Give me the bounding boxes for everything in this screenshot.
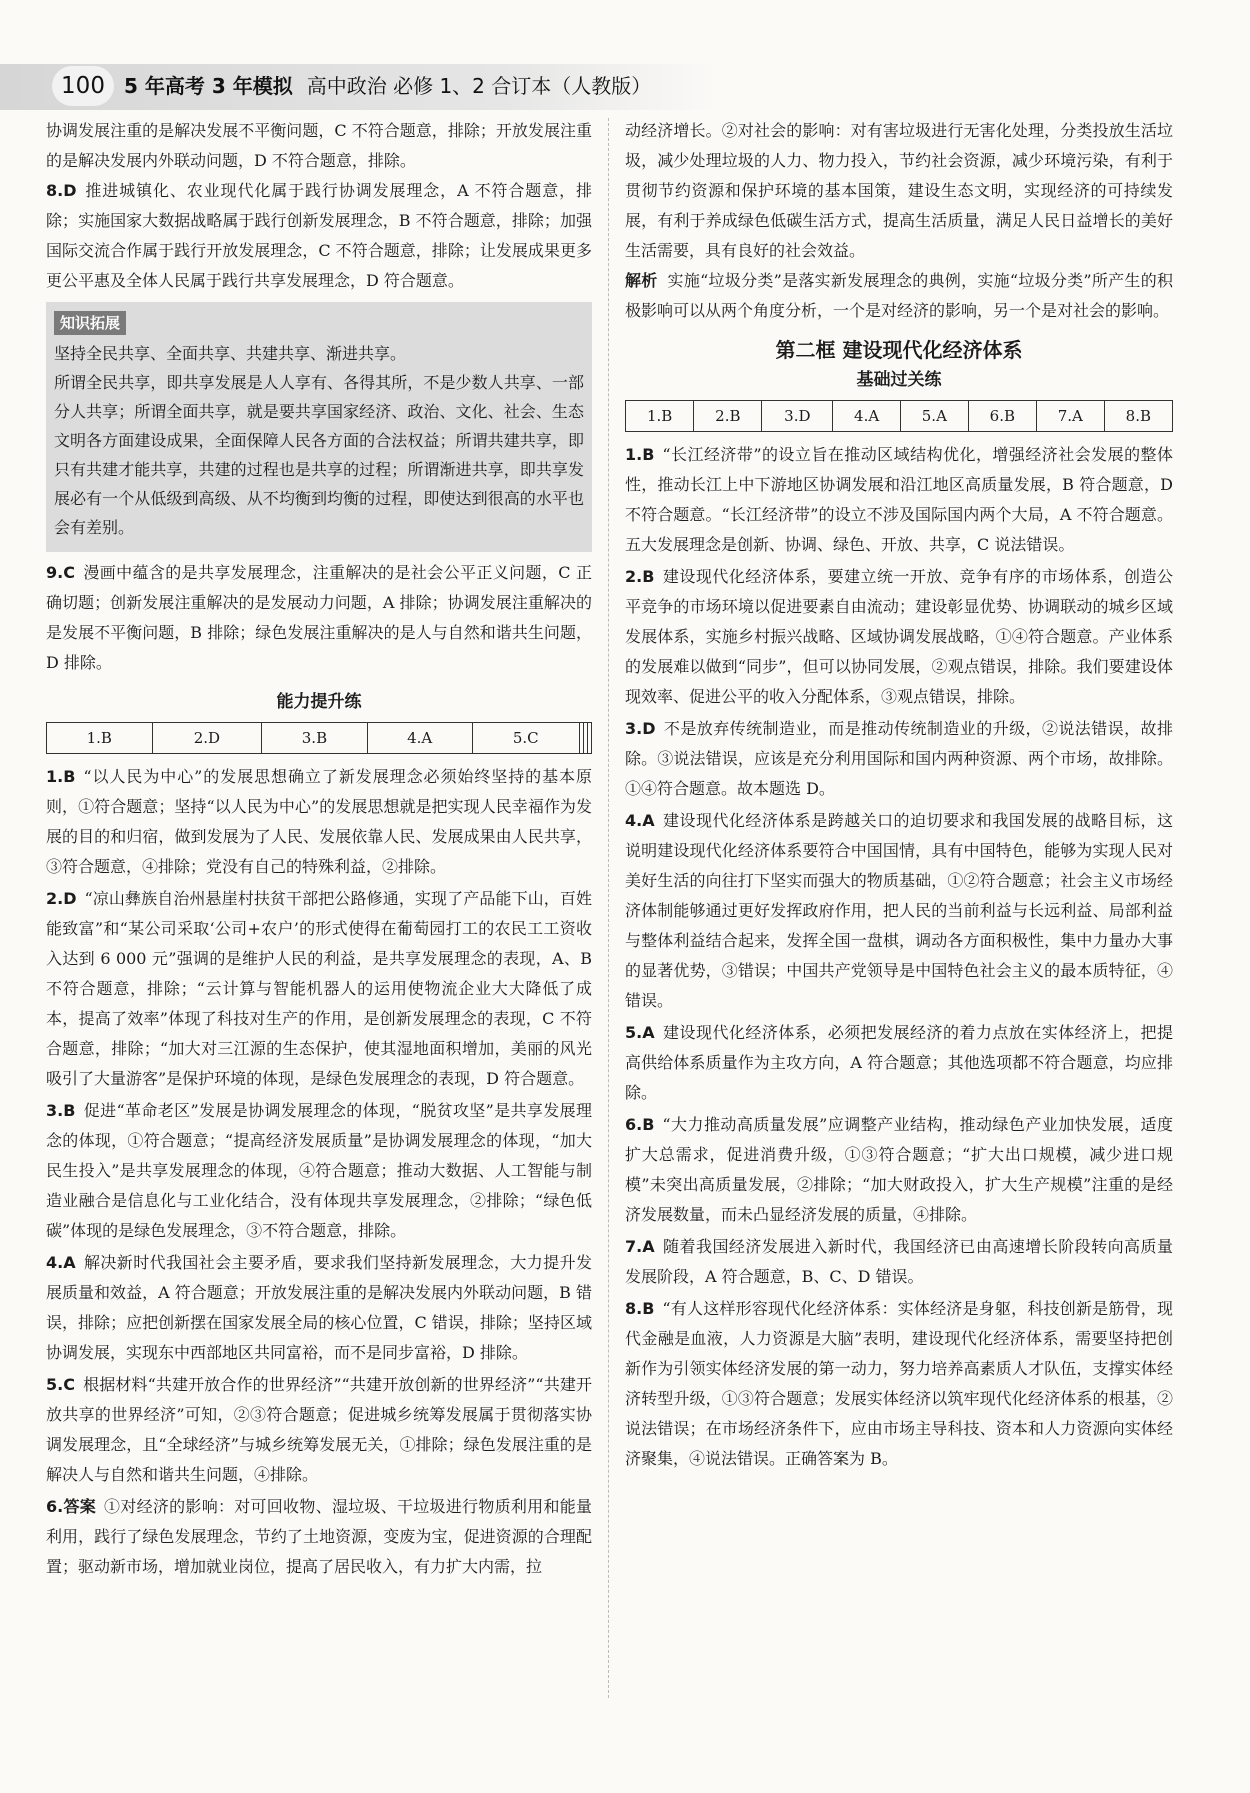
list-item [625, 714, 1173, 804]
item-text: 推进城镇化、农业现代化属于践行协调发展理念，A 不符合题意，排除；实施国家大数据战略属于践行创新发展理念，B 不符合题意，排除；加强国际交流合作属于践行开放发展理念，C 不符合题意，排除；让发展成果更多更公平惠及全体人民属于践行共享发展理念，D 符合题意。 [46, 181, 592, 290]
book-title-main: 5 年高考 3 年模拟 [124, 74, 293, 98]
list-item [625, 1232, 1173, 1292]
answer-cell: 2.B [694, 401, 762, 432]
left-column [46, 116, 592, 1584]
answer-cell: 3.D [762, 401, 833, 432]
item-number: 6.答案 [46, 1497, 97, 1516]
list-item [625, 1294, 1173, 1474]
section-title: 基础过关练 [856, 370, 942, 390]
chapter-title: 第二框 建设现代化经济体系 [775, 338, 1023, 362]
analysis-label: 解析 [625, 271, 658, 290]
list-item [625, 562, 1173, 712]
right-continuation: 动经济增长。②对社会的影响：对有害垃圾进行无害化处理，分类投放生活垃圾，减少处理垃圾的人力、物力投入，节约社会资源，减少环境污染，有利于贯彻节约资源和保护环境的基本国策，建设生态文明，实现经济的可持续发展，有利于养成绿色低碳生活方式，提高生活质量，满足人民日益增长的美好生活需要，具有良好的社会效益。 [625, 121, 1173, 260]
answer-table [625, 400, 1173, 432]
item-text: 不是放弃传统制造业，而是推动传统制造业的升级，②说法错误，故排除。③说法错误，应该是充分利用国际和国内两种资源、两个市场，故排除。①④符合题意。故本题选 D。 [625, 719, 1173, 798]
item-text: ①对经济的影响：对可回收物、湿垃圾、干垃圾进行物质利用和能量利用，践行了绿色发展理念，节约了土地资源，变废为宝，促进资源的合理配置；驱动新市场，增加就业岗位，提高了居民收入，有力扩大内需，拉 [46, 1497, 592, 1576]
answer-cell: 4.A [833, 401, 901, 432]
item-text: 随着我国经济发展进入新时代，我国经济已由高速增长阶段转向高质量发展阶段，A 符合题意，B、C、D 错误。 [625, 1237, 1173, 1286]
item-number: 2.D [46, 889, 77, 908]
item-text: “长江经济带”的设立旨在推动区域结构优化，增强经济社会发展的整体性，推动长江上中下游地区协调发展和沿江地区高质量发展，B 符合题意，D 不符合题意。“长江经济带”的设立不涉及国际国内两个大局，A 不符合题意。五大发展理念是创新、协调、绿色、开放、共享，C 说法错误。 [625, 445, 1173, 554]
answer-cell [587, 723, 591, 754]
column-divider [608, 118, 609, 1698]
knowledge-box-title: 知识拓展 [54, 311, 126, 335]
item-text: “有人这样形容现代化经济体系：实体经济是身躯，科技创新是筋骨，现代金融是血液，人力资源是大脑”表明，建设现代化经济体系，需要坚持把创新作为引领实体经济发展的第一动力，努力培养高素质人才队伍，支撑实体经济转型升级，①③符合题意；发展实体经济以筑牢现代化经济体系的根基，②说法错误；在市场经济条件下，应由市场主导科技、资本和人力资源向实体经济聚集，④说法错误。正确答案为 B。 [625, 1299, 1173, 1468]
answer-cell: 3.B [262, 723, 368, 754]
list-item [625, 1018, 1173, 1108]
answer-cell: 4.A [367, 723, 472, 754]
item-number: 4.A [625, 811, 655, 830]
list-item [46, 1096, 592, 1246]
item-number: 8.B [625, 1299, 655, 1318]
item-text: 促进“革命老区”发展是协调发展理念的体现，“脱贫攻坚”是共享发展理念的体现，①符合题意；“提高经济发展质量”是协调发展理念的体现，“加大民生投入”是共享发展理念的体现，④符合题意；推动大数据、人工智能与制造业融合是信息化与工业化结合，没有体现共享发展理念，②排除；“绿色低碳”体现的是绿色发展理念，③不符合题意，排除。 [46, 1101, 592, 1240]
left-intro: 协调发展注重的是解决发展不平衡问题，C 不符合题意，排除；开放发展注重的是解决发展内外联动问题，D 不符合题意，排除。 [46, 121, 592, 170]
answer-cell: 6.B [968, 401, 1036, 432]
list-item [46, 1492, 592, 1582]
item-number: 9.C [46, 563, 75, 582]
item-text: 建设现代化经济体系，必须把发展经济的着力点放在实体经济上，把提高供给体系质量作为主攻方向，A 符合题意；其他选项都不符合题意，均应排除。 [625, 1023, 1173, 1102]
answer-cell: 1.B [47, 723, 153, 754]
item-number: 4.A [46, 1253, 76, 1272]
answer-cell: 1.B [626, 401, 694, 432]
answer-cell: 5.C [472, 723, 579, 754]
left-q8 [46, 176, 592, 296]
list-item [46, 762, 592, 882]
list-item [46, 1370, 592, 1490]
analysis [625, 266, 1173, 326]
knowledge-body: 所谓全民共享，即共享发展是人人享有、各得其所，不是少数人共享、一部分人共享；所谓全面共享，就是要共享国家经济、政治、文化、社会、生态文明各方面建设成果，全面保障人民各方面的合法权益；所谓共建共享，即只有共建才能共享，共建的过程也是共享的过程；所谓渐进共享，即共享发展必有一个从低级到高级、从不均衡到均衡的过程，即使达到很高的水平也会有差别。 [54, 373, 584, 537]
item-number: 7.A [625, 1237, 655, 1256]
item-number: 6.B [625, 1115, 655, 1134]
book-subtitle: 高中政治 必修 1、2 合订本（人教版） [306, 74, 652, 98]
item-text: 解决新时代我国社会主要矛盾，要求我们坚持新发展理念，大力提升发展质量和效益，A 符合题意；开放发展注重的是解决发展内外联动问题，B 错误，排除；应把创新摆在国家发展全局的核心位置，C 错误，排除；坚持区域协调发展，实现东中西部地区共同富裕，而不是同步富裕，D 排除。 [46, 1253, 592, 1362]
item-text: 根据材料“共建开放合作的世界经济”“共建开放创新的世界经济”“共建开放共享的世界经济”可知，②③符合题意；促进城乡统筹发展属于贯彻落实协调发展理念，且“全球经济”与城乡统筹发展无关，①排除；绿色发展注重的是解决人与自然和谐共生问题，④排除。 [46, 1375, 592, 1484]
analysis-text: 实施“垃圾分类”是落实新发展理念的典例，实施“垃圾分类”所产生的积极影响可以从两个角度分析，一个是对经济的影响，另一个是对社会的影响。 [625, 271, 1173, 320]
item-number: 1.B [625, 445, 655, 464]
knowledge-box [46, 302, 592, 552]
item-text: “大力推动高质量发展”应调整产业结构，推动绿色产业加快发展，适度扩大总需求，促进消费升级，①③符合题意；“扩大出口规模，减少进口规模”未突出高质量发展，②排除；“加大财政投入，扩大生产规模”注重的是经济发展数量，而未凸显经济发展的质量，④排除。 [625, 1115, 1173, 1224]
answer-table [46, 722, 592, 754]
list-item [625, 1110, 1173, 1230]
knowledge-line: 坚持全民共享、全面共享、共建共享、渐进共享。 [54, 344, 407, 363]
list-item [625, 440, 1173, 560]
item-text: “凉山彝族自治州悬崖村扶贫干部把公路修通，实现了产品能下山，百姓能致富”和“某公司采取‘公司+农户’的形式使得在葡萄园打工的农民工工资收入达到 6 000 元”强调的是维护人民的利益，是共享发展理念的表现，A、B 不符合题意，排除；“云计算与智能机器人的运用使物流企业大大降低了成本，提高了效率”体现了科技对生产的作用，是创新发展理念的表现，C 不符合题意，排除；“加大对三江源的生态保护，使其湿地面积增加，美丽的风光吸引了大量游客”是保护环境的体现，是绿色发展理念的表现，D 符合题意。 [46, 889, 592, 1088]
item-number: 5.A [625, 1023, 655, 1042]
item-text: “以人民为中心”的发展思想确立了新发展理念必须始终坚持的基本原则，①符合题意；坚持“以人民为中心”的发展思想就是把实现人民幸福作为发展的目的和归宿，做到发展为了人民、发展依靠人民、发展成果由人民共享，③符合题意，④排除；党没有自己的特殊利益，②排除。 [46, 767, 592, 876]
list-item [46, 1248, 592, 1368]
item-text: 建设现代化经济体系是跨越关口的迫切要求和我国发展的战略目标，这说明建设现代化经济体系要符合中国国情，具有中国特色，能够为实现人民对美好生活的向往打下坚实而强大的物质基础，①②符合题意；社会主义市场经济体制能够通过更好发挥政府作用，把人民的当前利益与长远利益、局部利益与整体利益结合起来，发挥全国一盘棋，调动各方面积极性，集中力量办大事的显著优势，③错误；中国共产党领导是中国特色社会主义的最本质特征，④错误。 [625, 811, 1173, 1010]
left-q9 [46, 558, 592, 678]
section-title: 能力提升练 [276, 692, 362, 712]
answer-cell: 8.B [1104, 401, 1172, 432]
list-item [46, 884, 592, 1094]
right-column [625, 116, 1173, 1476]
item-number: 2.B [625, 567, 655, 586]
answer-cell: 7.A [1036, 401, 1104, 432]
book-title [124, 71, 651, 101]
item-text: 建设现代化经济体系，要建立统一开放、竞争有序的市场体系，创造公平竞争的市场环境以促进要素自由流动；建设彰显优势、协调联动的城乡区域发展体系，实施乡村振兴战略、区域协调发展战略，①④符合题意。产业体系的发展难以做到“同步”，但可以协同发展，②观点错误，排除。我们要建设体现效率、促进公平的收入分配体系，③观点错误，排除。 [625, 567, 1173, 706]
item-number: 8.D [46, 181, 77, 200]
item-number: 5.C [46, 1375, 75, 1394]
item-number: 3.D [625, 719, 656, 738]
answer-cell: 2.D [152, 723, 262, 754]
answer-cell: 5.A [900, 401, 968, 432]
item-number: 1.B [46, 767, 76, 786]
list-item [625, 806, 1173, 1016]
page-number: 100 [52, 66, 114, 106]
item-number: 3.B [46, 1101, 76, 1120]
item-text: 漫画中蕴含的是共享发展理念，注重解决的是社会公平正义问题，C 正确切题；创新发展注重解决的是发展动力问题，A 排除；协调发展注重解决的是发展不平衡问题，B 排除；绿色发展注重解决的是人与自然和谐共生问题，D 排除。 [46, 563, 592, 672]
